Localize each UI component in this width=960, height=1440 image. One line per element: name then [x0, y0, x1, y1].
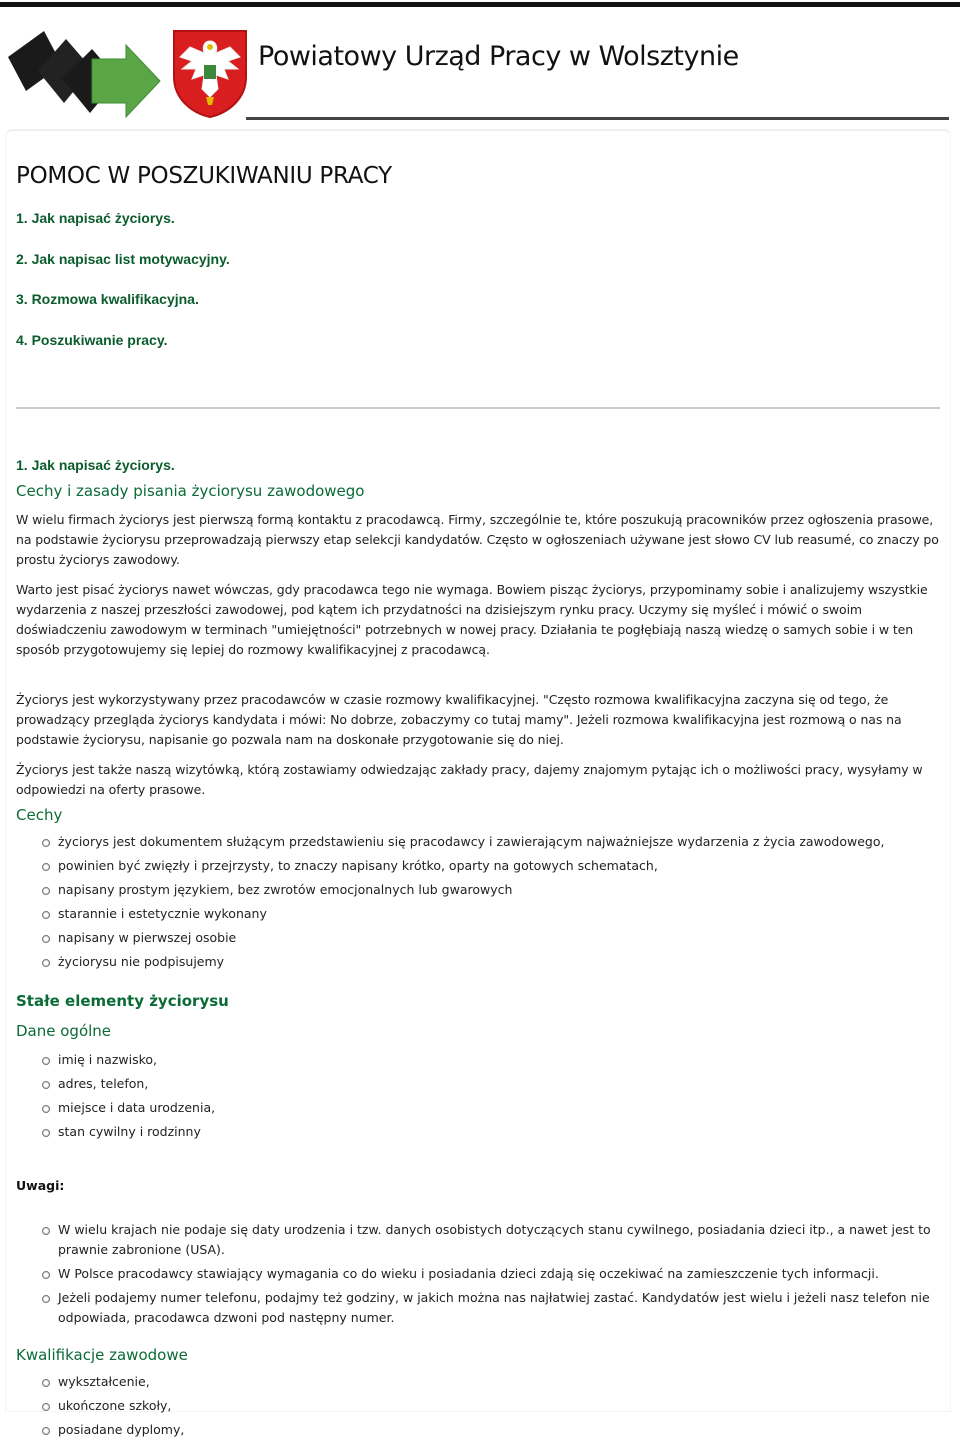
kwalifikacje-heading: Kwalifikacje zawodowe — [16, 1346, 188, 1364]
stale-elementy-heading: Stałe elementy życiorysu — [16, 992, 229, 1010]
list-item: życiorys jest dokumentem służącym przedstawieniu się pracodawcy i zawierającym najważniejsze wydarzenia z życia zawodowego, — [16, 832, 940, 852]
cards-arrow-logo[interactable] — [6, 25, 164, 125]
dane-ogolne-heading: Dane ogólne — [16, 1022, 112, 1040]
toc-item — [16, 208, 940, 249]
section-zyciorys — [16, 457, 940, 1440]
dane-list — [16, 1050, 940, 1142]
list-item: ukończone szkoły, — [16, 1396, 940, 1416]
toc-link-list-motywacyjny[interactable]: 2. Jak napisac list motywacyjny. — [16, 250, 230, 267]
list-item: Jeżeli podajemy numer telefonu, podajmy też godziny, w jakich można nas najłatwiej zastać. Kandydatów jest wielu i jeżeli nasz telefon nie odpowiada, pracodawca dzwoni pod następny numer. — [16, 1288, 940, 1328]
content-inner — [16, 161, 940, 1437]
list-item: posiadane dyplomy, — [16, 1420, 940, 1440]
paragraph-4: Życiorys jest także naszą wizytówką, którą zostawiamy odwiedzając zakłady pracy, dajemy znajomym pytając ich o możliwości pracy, wysyłamy w odpowiedzi na oferty prasowe. — [16, 762, 923, 797]
toc-item — [16, 249, 940, 290]
kwalifikacje-list — [16, 1372, 940, 1440]
site-title: Powiatowy Urząd Pracy w Wolsztynie — [258, 41, 739, 72]
toc-link-zyciorys[interactable]: 1. Jak napisać życiorys. — [16, 210, 175, 226]
toc-item — [16, 330, 940, 371]
uwagi-list — [16, 1220, 940, 1328]
page-title: POMOC W POSZUKIWANIU PRACY — [16, 163, 392, 189]
list-item: W Polsce pracodawcy stawiający wymagania co do wieku i posiadania dzieci zdają się oczekiwać na zamieszczenie tych informacji. — [16, 1264, 940, 1284]
section-divider — [16, 407, 940, 409]
title-underline — [246, 117, 949, 120]
paragraph-2: Warto jest pisać życiorys nawet wówczas, gdy pracodawca tego nie wymaga. Bowiem pisząc życiorys, przypominamy sobie i analizujemy wszystkie wydarzenia z naszej przeszłości zawodowej, pod kątem ich przydatności na dzisiejszym rynku pracy. Uczymy się myśleć i mówić o swoim doświadczeniu zawodowym w terminach "umiejętności" potrzebnych w nowej pracy. Działania te pogłębiają naszą wiedzę o samych sobie i w ten sposób przygotowujemy się lepiej do rozmowy kwalifikacyjnej z pracodawcą. — [16, 582, 928, 657]
table-of-contents — [16, 208, 940, 370]
list-item: W wielu krajach nie podaje się daty urodzenia i tzw. danych osobistych dotyczących stanu cywilnego, posiadania dzieci itp., a nawet jest to prawnie zabronione (USA). — [16, 1220, 940, 1260]
paragraph-3: Życiorys jest wykorzystywany przez pracodawców w czasie rozmowy kwalifikacyjnej. "Często rozmowa kwalifikacyjna zaczyna się od tego, że prowadzący przegląda życiorys kandydata i mówi: No dobrze, zobaczymy co tutaj mamy". Jeżeli rozmowa kwalifikacyjna jest rozmową o nas na podstawie życiorysu, napisanie go pozwala nam na doskonałe przygotowanie się do niej. — [16, 692, 902, 747]
section-subtitle: Cechy i zasady pisania życiorysu zawodowego — [16, 482, 365, 500]
list-item: napisany w pierwszej osobie — [16, 928, 940, 948]
list-item: imię i nazwisko, — [16, 1050, 940, 1070]
toc-item — [16, 289, 940, 330]
content-panel — [6, 130, 950, 1437]
section-anchor-link[interactable]: 1. Jak napisać życiorys. — [16, 457, 175, 473]
toc-link-poszukiwanie[interactable]: 4. Poszukiwanie pracy. — [16, 331, 168, 348]
list-item: miejsce i data urodzenia, — [16, 1098, 940, 1118]
list-item: powinien być zwięzły i przejrzysty, to znaczy napisany krótko, oparty na gotowych schematach, — [16, 856, 940, 876]
toc-link-rozmowa[interactable]: 3. Rozmowa kwalifikacyjna. — [16, 291, 199, 307]
list-item: starannie i estetycznie wykonany — [16, 904, 940, 924]
list-item: stan cywilny i rodzinny — [16, 1122, 940, 1142]
list-item: wykształcenie, — [16, 1372, 940, 1392]
list-item: adres, telefon, — [16, 1074, 940, 1094]
cechy-list — [16, 832, 940, 972]
cechy-heading: Cechy — [16, 806, 63, 824]
uwagi-label: Uwagi: — [16, 1178, 65, 1193]
list-item: napisany prostym językiem, bez zwrotów emocjonalnych lub gwarowych — [16, 880, 940, 900]
site-header — [0, 7, 960, 125]
list-item: życiorysu nie podpisujemy — [16, 952, 940, 972]
paragraph-1: W wielu firmach życiorys jest pierwszą formą kontaktu z pracodawcą. Firmy, szczególnie te, które poszukują pracowników przez ogłoszenia prasowe, na podstawie życiorysu przeprowadzają pierwszy etap selekcji kandydatów. Często w ogłoszeniach używane jest słowo CV lub reasumé, co znaczy po prostu życiorys zawodowy. — [16, 512, 939, 567]
eagle-crest-icon — [170, 27, 250, 119]
